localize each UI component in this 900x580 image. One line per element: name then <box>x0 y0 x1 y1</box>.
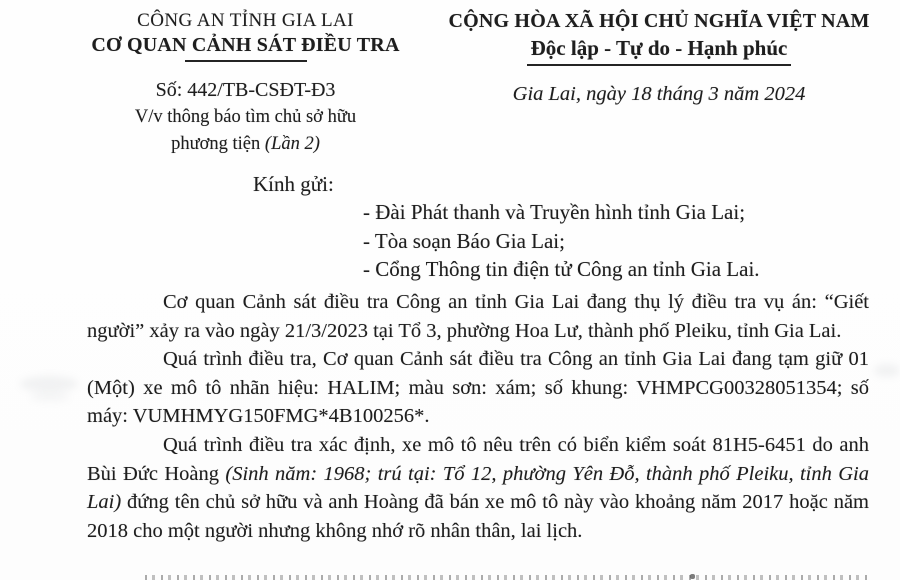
body-paragraph-2: Quá trình điều tra, Cơ quan Cảnh sát điều tra Công an tỉnh Gia Lai đang tạm giữ 01 (Một) xe mô tô nhãn hiệu: HALIM; màu sơn: xám; số khung: VHMPCG00328051354; số máy: VUMHMYG150FMG*4B100256*. <box>87 348 869 428</box>
document-number: Số: 442/TB-CSĐT-Đ3 <box>155 79 336 101</box>
scan-smudge <box>874 364 900 377</box>
agency-name: CƠ QUAN CẢNH SÁT ĐIỀU TRA <box>91 34 400 56</box>
place-and-date: Gia Lai, ngày 18 tháng 3 năm 2024 <box>512 83 806 105</box>
scan-smudge <box>20 376 78 392</box>
recipient-item: - Cổng Thông tin điện tử Công an tỉnh Gia Lai. <box>363 257 760 281</box>
recipient-item: - Đài Phát thanh và Truyền hình tỉnh Gia Lai; <box>363 200 746 224</box>
issuing-agency-block <box>78 10 413 156</box>
clipped-glyph-tops <box>145 575 867 580</box>
agency-underline-rule <box>185 60 307 62</box>
scan-smudge <box>30 392 70 402</box>
body-paragraph-1: Cơ quan Cảnh sát điều tra Công an tỉnh Gia Lai đang thụ lý điều tra vụ án: “Giết người” xảy ra vào ngày 21/3/2023 tại Tổ 3, phường Hoa Lư, thành phố Pleiku, tỉnh Gia Lai. <box>87 291 869 342</box>
clipped-next-line <box>145 574 867 580</box>
clipped-diacritic-mark <box>690 574 695 579</box>
national-motto-text: Độc lập - Tự do - Hạnh phúc <box>527 36 792 66</box>
document-body <box>87 288 869 545</box>
national-motto <box>423 36 895 66</box>
body-paragraph-3: Quá trình điều tra xác định, xe mô tô nêu trên có biển kiểm soát 81H5-6451 do anh Bùi Đức Hoàng (Sinh năm: 1968; trú tại: Tổ 12, phường Yên Đỗ, thành phố Pleiku, tỉnh Gia Lai) đứng tên chủ sở hữu và anh Hoàng đã bán xe mô tô này vào khoảng năm 2017 hoặc năm 2018 cho một người nhưng không nhớ rõ nhân thân, lai lịch. <box>87 433 869 542</box>
document-subject-line1: V/v thông báo tìm chủ sở hữu <box>134 107 357 127</box>
parent-agency-name: CÔNG AN TỈNH GIA LAI <box>137 10 354 31</box>
national-title: CỘNG HÒA XÃ HỘI CHỦ NGHĨA VIỆT NAM <box>448 10 870 32</box>
document-subject-line2: phương tiện (Lần 2) <box>171 134 320 154</box>
recipient-item: - Tòa soạn Báo Gia Lai; <box>363 228 565 253</box>
salutation: Kính gửi: <box>253 172 334 196</box>
national-header-block <box>423 10 895 106</box>
recipient-list <box>363 198 760 284</box>
